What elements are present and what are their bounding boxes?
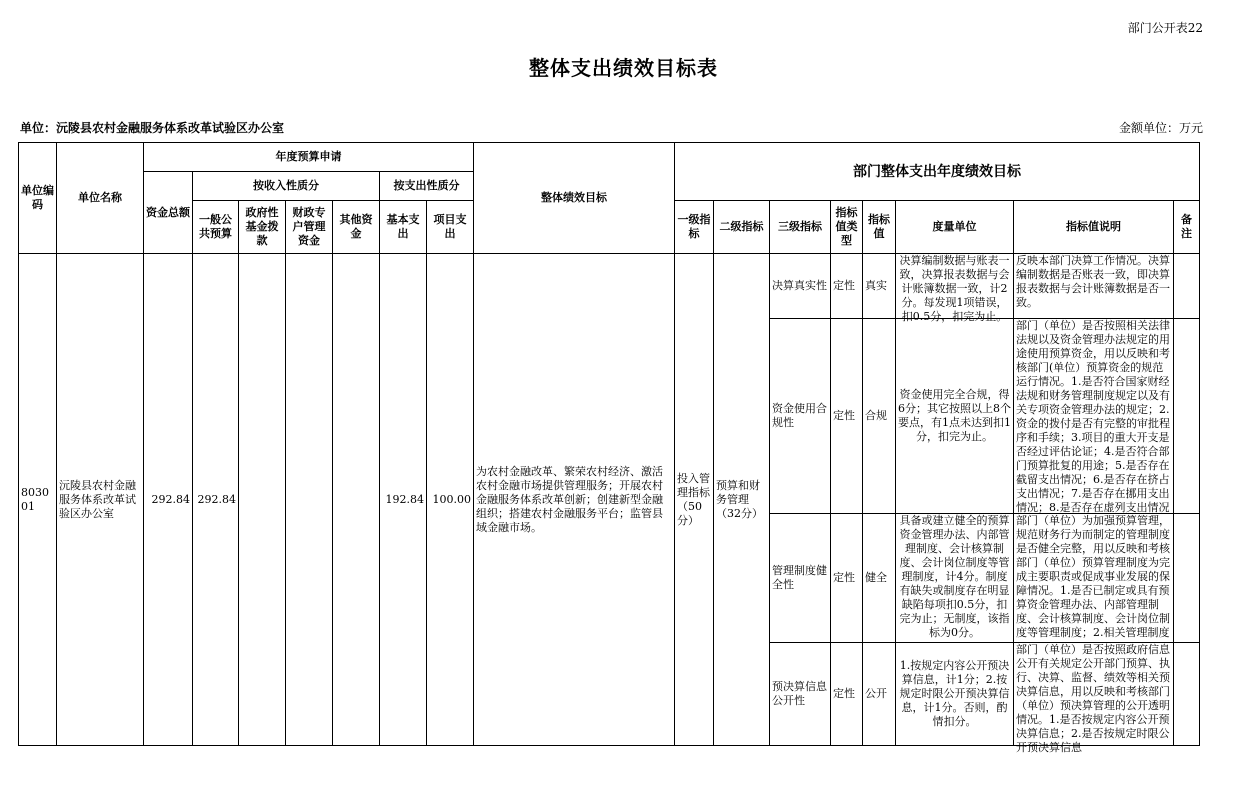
header-level1: 一级指标 (675, 201, 714, 254)
header-overall-goal: 整体绩效目标 (474, 143, 675, 254)
unit-label: 单位：沅陵县农村金融服务体系改革试验区办公室 (20, 121, 285, 135)
indicator-value: 公开 (863, 643, 896, 746)
indicator-measure-text: 1.按规定内容公开预决算信息，计1分；2.按规定时限公开预决算信息，计1分。否则，酌情扣分。 (899, 659, 1010, 728)
level1-cell: 投入管理指标（50分） (675, 254, 714, 746)
page-title: 整体支出绩效目标表 (529, 56, 718, 80)
money-unit-label: 金额单位：万元 (1118, 121, 1203, 135)
project-exp-cell: 100.00 (427, 254, 474, 746)
gov-fund-cell (239, 254, 286, 746)
header-special-fund: 财政专户管理资金 (286, 201, 333, 254)
overall-goal-cell: 为农村金融改革、繁荣农村经济、激活农村金融市场提供管理服务；开展农村金融服务体系改革创新；创建新型金融组织；搭建农村金融服务平台；监管县域金融市场。 (474, 254, 675, 746)
header-unit-name: 单位名称 (57, 143, 144, 254)
indicator-name: 管理制度健全性 (770, 514, 831, 643)
indicator-desc (1014, 319, 1174, 514)
indicator-desc (1014, 254, 1174, 319)
indicator-value: 健全 (863, 514, 896, 643)
indicator-remark (1174, 319, 1200, 514)
header-value: 指标值 (863, 201, 896, 254)
indicator-measure-text: 具备或建立健全的预算资金管理办法、内部管理制度、会计核算制度、会计岗位制度等管理制度，计4分。制度有缺失或制度存在明显缺陷每项扣0.5分，扣完为止；无制度，该指标为0分。 (899, 514, 1010, 639)
indicator-desc-text: 部门（单位）是否按照政府信息公开有关规定公开部门预算、执行、决算、监督、绩效等相关预决算信息，用以反映和考核部门（单位）预决算管理的公开透明情况。1.是否按规定内容公开预决算信息；2.是否按规定时限公开预决算信息 (1016, 643, 1170, 754)
unit-code-cell: 803001 (19, 254, 57, 746)
header-other-fund: 其他资金 (333, 201, 380, 254)
indicator-measure (896, 643, 1014, 746)
indicator-name: 决算真实性 (770, 254, 831, 319)
indicator-measure-text: 决算编制数据与账表一致，决算报表数据与会计账簿数据一致，计2分。每发现1项错误，扣0.5分，扣完为止。 (899, 254, 1010, 323)
header-measure: 度量单位 (896, 201, 1014, 254)
header-unit-code: 单位编码 (19, 143, 57, 254)
indicator-measure-text: 资金使用完全合规，得6分；其它按照以上8个要点，有1点未达到扣1分，扣完为止。 (898, 388, 1011, 443)
header-by-income: 按收入性质分 (193, 172, 380, 201)
header-by-expense: 按支出性质分 (380, 172, 474, 201)
level2-cell: 预算和财务管理（32分） (714, 254, 770, 746)
indicator-type: 定性 (831, 514, 863, 643)
header-general-budget: 一般公共预算 (193, 201, 239, 254)
header-basic-exp: 基本支出 (380, 201, 427, 254)
indicator-desc-text: 部门（单位）为加强预算管理，规范财务行为而制定的管理制度是否健全完整，用以反映和考核部门（单位）预算管理制度为完成主要职责或促成事业发展的保障情况。1.是否已制定或具有预算资金管理办法、内部管理制度、会计核算制度、会计岗位制度等管理制度；2.相关管理制度 (1016, 514, 1170, 639)
special-fund-cell (286, 254, 333, 746)
header-remark: 备注 (1174, 201, 1200, 254)
performance-table (18, 142, 1200, 754)
form-tag: 部门公开表22 (1127, 21, 1203, 35)
indicator-type: 定性 (831, 319, 863, 514)
indicator-remark (1174, 514, 1200, 643)
header-level2: 二级指标 (714, 201, 770, 254)
indicator-measure (896, 319, 1014, 514)
indicator-name: 资金使用合规性 (770, 319, 831, 514)
unit-name-cell: 沅陵县农村金融服务体系改革试验区办公室 (57, 254, 144, 746)
header-gov-fund: 政府性基金拨款 (239, 201, 286, 254)
header-value-type: 指标值类型 (831, 201, 863, 254)
indicator-desc-text: 反映本部门决算工作情况。决算编制数据是否账表一致，即决算报表数据与会计账簿数据是否一致。 (1016, 254, 1170, 309)
indicator-type: 定性 (831, 643, 863, 746)
general-budget-cell: 292.84 (193, 254, 239, 746)
indicator-remark (1174, 254, 1200, 319)
basic-exp-cell: 192.84 (380, 254, 427, 746)
header-level3: 三级指标 (770, 201, 831, 254)
indicator-value: 合规 (863, 319, 896, 514)
indicator-value: 真实 (863, 254, 896, 319)
header-annual-budget: 年度预算申请 (144, 143, 474, 172)
other-fund-cell (333, 254, 380, 746)
indicator-remark (1174, 643, 1200, 746)
indicator-measure (896, 514, 1014, 643)
indicator-name: 预决算信息公开性 (770, 643, 831, 746)
total-funds-cell: 292.84 (144, 254, 193, 746)
indicator-desc (1014, 514, 1174, 643)
indicator-desc (1014, 643, 1174, 754)
indicator-type: 定性 (831, 254, 863, 319)
indicator-measure (896, 254, 1014, 323)
indicator-desc-text: 部门（单位）是否按照相关法律法规以及资金管理办法规定的用途使用预算资金，用以反映和考核部门(单位）预算资金的规范运行情况。1.是否符合国家财经法规和财务管理制度规定以及有关专项资金管理办法的规定；2.资金的拨付是否有完整的审批程序和手续；3.项目的重大开支是否经过评估论证；4.是否符合部门预算批复的用途；5.是否存在截留支出情况；6.是否存在挤占支出情况；7.是否存在挪用支出情况；8.是否存在虚列支出情况 (1016, 319, 1170, 514)
header-dept-goal: 部门整体支出年度绩效目标 (675, 143, 1200, 201)
header-project-exp: 项目支出 (427, 201, 474, 254)
header-total-funds: 资金总额 (144, 172, 193, 254)
header-desc: 指标值说明 (1014, 201, 1174, 254)
